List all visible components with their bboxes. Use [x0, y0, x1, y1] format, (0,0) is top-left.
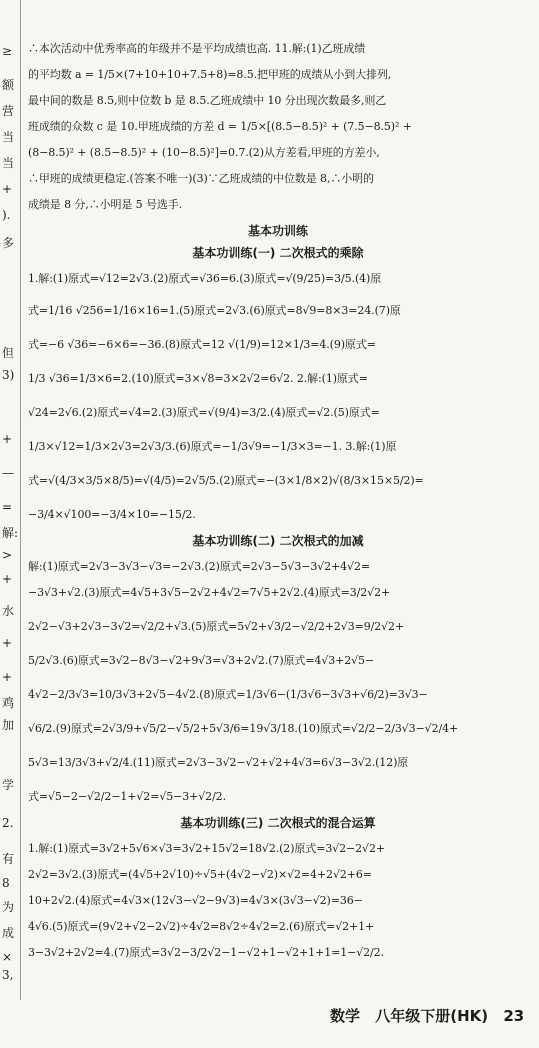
text-line: √6/2.(9)原式=2√3/9+√5/2−√5/2+5√3/6=19√3/18.(10)原式=√2/2−2/3√3−√2/4+ [28, 722, 459, 735]
section-3 [28, 816, 528, 960]
text-line: 1.解:(1)原式=√12=2√3.(2)原式=√36=6.(3)原式=√(9/25)=3/5.(4)原 [28, 272, 382, 285]
footer-grade: 八年级下册(HK) [375, 1007, 489, 1025]
section-2 [28, 534, 528, 804]
margin-fragment: 为 [2, 900, 15, 914]
text-line: 式=√5−2−√2/2−1+√2=√5−3+√2/2. [28, 790, 226, 803]
margin-fragment: 额 [2, 78, 15, 92]
margin-fragment: 多 [2, 236, 15, 250]
margin-fragment: + [2, 670, 13, 684]
text-line: 1/3×√12=1/3×2√3=2√3/3.(6)原式=−1/3√9=−1/3×3=−1. 3.解:(1)原 [28, 440, 397, 453]
section-1-title: 基本功训练(一) 二次根式的乘除 [192, 246, 364, 260]
answer-content [28, 42, 528, 960]
section-1 [28, 246, 528, 522]
text-line: 5√3=13/3√3+√2/4.(11)原式=2√3−3√2−√2+√2+4√3=6√3−3√2.(12)原 [28, 756, 409, 769]
margin-fragment: 3) [2, 368, 15, 382]
margin-fragment: 成 [2, 926, 15, 940]
margin-fragment: 3, [2, 968, 14, 982]
margin-fragment: + [2, 432, 13, 446]
margin-fragment: 当 [2, 130, 15, 144]
text-line: (8−8.5)² + (8.5−8.5)² + (10−8.5)²]=0.7.(2)从方差看,甲班的方差小, [28, 146, 380, 159]
margin-fragment: 解: [2, 526, 19, 540]
answer-block-q11 [28, 42, 528, 212]
text-line: 式=−6 √36=−6×6=−36.(8)原式=12 √(1/9)=12×1/3=4.(9)原式= [28, 338, 376, 351]
text-line: 3−3√2+2√2=4.(7)原式=3√2−3/2√2−1−√2+1−√2+1+1=1−√2/2. [28, 946, 384, 959]
margin-fragment: 学 [2, 778, 15, 792]
text-line: −3√3+√2.(3)原式=4√5+3√5−2√2+4√2=7√5+2√2.(4)原式=3/2√2+ [28, 586, 391, 599]
margin-fragment: ). [2, 208, 11, 222]
margin-fragment: 当 [2, 156, 15, 170]
margin-fragment: 2. [2, 816, 14, 830]
margin-fragment: + [2, 636, 13, 650]
margin-fragment: + [2, 572, 13, 586]
text-line: 最中间的数是 8.5,则中位数 b 是 8.5.乙班成绩中 10 分出现次数最多,则乙 [28, 94, 387, 107]
text-line: 4√2−2/3√3=10/3√3+2√5−4√2.(8)原式=1/3√6−(1/3√6−3√3+√6/2)=3√3− [28, 688, 428, 701]
margin-fragment: — [2, 466, 14, 480]
margin-fragment: 8 [2, 876, 10, 890]
text-line: 10+2√2.(4)原式=4√3×(12√3−√2−9√3)=4√3×(3√3−√2)=36− [28, 894, 363, 907]
text-line: 的平均数 a = 1/5×(7+10+10+7.5+8)=8.5.把甲班的成绩从小到大排列, [28, 68, 392, 81]
text-line: 2√2=3√2.(3)原式=(4√5+2√10)÷√5+(4√2−√2)×√2=4+2√2+6= [28, 868, 372, 881]
left-margin-strip [0, 0, 21, 1000]
margin-fragment: + [2, 182, 13, 196]
margin-fragment: × [2, 950, 13, 964]
text-line: 4√6.(5)原式=(9√2+√2−2√2)÷4√2=8√2÷4√2=2.(6)原式=√2+1+ [28, 920, 375, 933]
text-line: 班成绩的众数 c 是 10.甲班成绩的方差 d = 1/5×[(8.5−8.5)² + (7.5−8.5)² + [28, 120, 412, 133]
text-line: 5/2√3.(6)原式=3√2−8√3−√2+9√3=√3+2√2.(7)原式=4√3+2√5− [28, 654, 375, 667]
margin-fragment: 鸡 [2, 696, 15, 710]
text-line: 1/3 √36=1/3×6=2.(10)原式=3×√8=3×2√2=6√2. 2.解:(1)原式= [28, 372, 368, 385]
margin-fragment: 但 [2, 346, 15, 360]
section-2-title: 基本功训练(二) 二次根式的加减 [192, 534, 364, 548]
text-line: √24=2√6.(2)原式=√4=2.(3)原式=√(9/4)=3/2.(4)原式=√2.(5)原式= [28, 406, 380, 419]
section-3-title: 基本功训练(三) 二次根式的混合运算 [180, 816, 376, 830]
text-line: −3/4×√100=−3/4×10=−15/2. [28, 508, 196, 521]
text-line: 式=1/16 √256=1/16×16=1.(5)原式=2√3.(6)原式=8√9=8×3=24.(7)原 [28, 304, 401, 317]
margin-fragment: 加 [2, 718, 15, 732]
text-line: 1.解:(1)原式=3√2+5√6×√3=3√2+15√2=18√2.(2)原式=3√2−2√2+ [28, 842, 385, 855]
section-main-title: 基本功训练 [247, 224, 308, 238]
text-line: ∴本次活动中优秀率高的年级并不是平均成绩也高. 11.解:(1)乙班成绩 [28, 42, 366, 55]
text-line: 式=√(4/3×3/5×8/5)=√(4/5)=2√5/5.(2)原式=−(3×1/8×2)√(8/3×15×5/2)= [28, 474, 424, 487]
margin-fragment: 营 [2, 104, 15, 118]
text-line: 成绩是 8 分,∴小明是 5 号选手. [28, 198, 183, 211]
margin-fragment: ≥ [2, 44, 13, 58]
text-line: ∴甲班的成绩更稳定.(答案不唯一)(3)∵乙班成绩的中位数是 8,∴小明的 [28, 172, 374, 185]
page-number: 23 [503, 1007, 525, 1025]
text-line: 解:(1)原式=2√3−3√3−√3=−2√3.(2)原式=2√3−5√3−3√2+4√2= [28, 560, 370, 573]
margin-fragment: 水 [2, 604, 15, 618]
page-footer [330, 1006, 530, 1026]
footer-subject: 数学 [330, 1007, 361, 1025]
margin-fragment: > [2, 548, 13, 562]
margin-fragment: = [2, 500, 13, 514]
text-line: 2√2−√3+2√3−3√2=√2/2+√3.(5)原式=5√2+√3/2−√2/2+2√3=9/2√2+ [28, 620, 405, 633]
margin-fragment: 有 [2, 852, 15, 866]
